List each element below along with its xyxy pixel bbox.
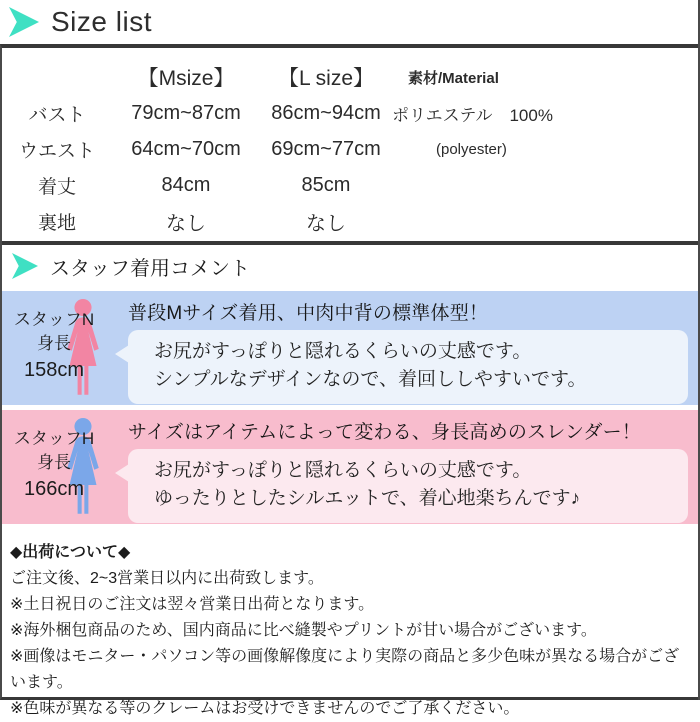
material-value-en: (polyester) [436,140,507,158]
staff-name: スタッフN [13,310,95,329]
staff-h-headline: サイズはアイテムによって変わる、身長高めのスレンダー！ [128,422,641,443]
staff-n-comment-area [120,291,698,405]
comment-line: お尻がすっぽりと隠れるくらいの丈感です。 [154,341,532,362]
lining-l-value: なし [306,212,346,235]
shipping-note-line: ご注文後、2~3営業日以内に出荷致します。 [10,570,324,587]
shipping-note-line: ※海外梱包商品のため、国内商品に比べ縫製やプリントが甘い場合がございます。 [10,622,597,639]
staff-comment-block-n [2,291,698,405]
shipping-note-line: ※色味が異なる等のクレームはお受けできませんのでご了承ください。 [10,700,520,717]
staff-comment-block-h [2,410,698,524]
table-corner-cell [2,59,112,95]
staff-h-meta [2,427,106,503]
shipping-notes-title: ◆出荷について◆ [10,544,131,561]
comment-line: お尻がすっぽりと隠れるくらいの丈感です。 [154,460,532,481]
shipping-notes [2,524,698,722]
staff-n-meta [2,308,106,384]
row-label-bust: バスト [28,104,86,126]
lining-m-value: なし [166,212,206,235]
bust-m-value: 79cm~87cm [131,101,241,124]
staff-n-speech-bubble [128,330,688,404]
height-label: 身長 [37,333,71,353]
col-header-material: 素材/Material [408,69,499,87]
comment-line: ゆったりとしたシルエットで、着心地楽ちんです♪ [154,487,581,509]
row-label-waist: ウエスト [18,140,95,162]
staff-n-headline: 普段Mサイズ着用、中肉中背の標準体型！ [128,303,489,324]
waist-m-value: 64cm~70cm [131,137,241,160]
staff-section-title: スタッフ着用コメント [50,257,250,280]
teal-arrow-icon [9,7,39,37]
row-label-lining: 裏地 [37,212,76,234]
staff-n-profile [2,291,120,405]
material-value: ポリエステル 100% [392,105,553,125]
page-header [0,0,698,44]
waist-l-value: 69cm~77cm [271,137,381,160]
comment-line: シンプルなデザインなので、着回ししやすいです。 [154,368,587,390]
length-l-value: 85cm [301,173,351,196]
height-value: 158cm [23,358,85,381]
height-label: 身長 [37,452,71,472]
staff-section-header [2,245,698,287]
bust-l-value: 86cm~94cm [271,101,381,124]
shipping-note-line: ※画像はモニター・パソコン等の画像解像度により実際の商品と多少色味が異なる場合がございます。 [10,648,680,691]
height-value: 166cm [23,477,85,500]
teal-arrow-icon [12,253,38,279]
col-header-lsize: 【L size】 [277,67,375,90]
page-title: Size list [51,6,152,37]
size-table [2,59,698,239]
shipping-note-line: ※土日祝日のご注文は翌々営業日出荷となります。 [10,596,375,613]
length-m-value: 84cm [161,173,211,196]
content-box [0,44,698,717]
staff-h-speech-bubble [128,449,688,523]
staff-h-profile [2,410,120,524]
staff-h-comment-area [120,410,698,524]
staff-name: スタッフH [13,429,95,448]
col-header-msize: 【Msize】 [137,67,235,90]
row-label-length: 着丈 [37,176,76,198]
